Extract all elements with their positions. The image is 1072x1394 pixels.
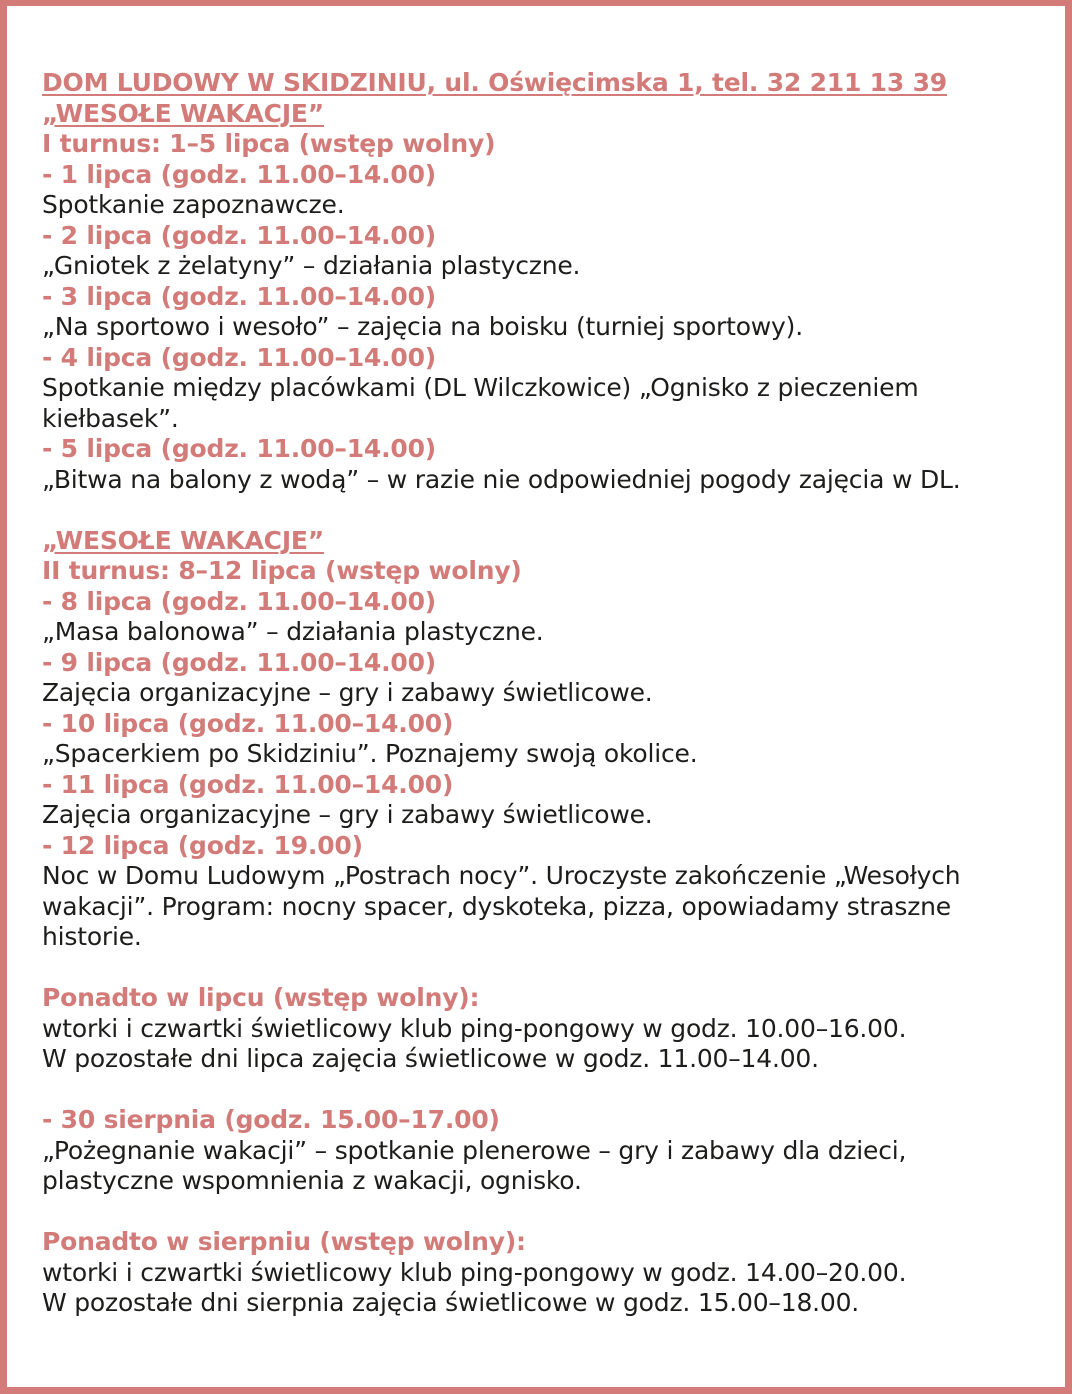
event-date: - 5 lipca (godz. 11.00–14.00) bbox=[42, 434, 437, 463]
event-description: Spotkanie zapoznawcze. bbox=[42, 190, 345, 219]
event-date: - 2 lipca (godz. 11.00–14.00) bbox=[42, 220, 437, 250]
event-description: „Spacerkiem po Skidziniu”. Poznajemy swoją okolice. bbox=[42, 739, 698, 768]
july-extra-line: W pozostałe dni lipca zajęcia świetlicowe w godz. 11.00–14.00. bbox=[42, 1044, 819, 1073]
august-extra-line: W pozostałe dni sierpnia zajęcia świetlicowe w godz. 15.00–18.00. bbox=[42, 1288, 860, 1317]
event-date: - 11 lipca (godz. 11.00–14.00) bbox=[42, 769, 454, 799]
event-date: - 8 lipca (godz. 11.00–14.00) bbox=[42, 586, 437, 616]
event-date: - 12 lipca (godz. 19.00) bbox=[42, 830, 363, 860]
august-extra-line: wtorki i czwartki świetlicowy klub ping-pongowy w godz. 14.00–20.00. bbox=[42, 1257, 907, 1287]
event-description: „Na sportowo i wesoło” – zajęcia na boisku (turniej sportowy). bbox=[42, 312, 803, 341]
event-date: - 3 lipca (godz. 11.00–14.00) bbox=[42, 281, 437, 311]
event-description: „Masa balonowa” – działania plastyczne. bbox=[42, 617, 544, 646]
event-description: Zajęcia organizacyjne – gry i zabawy świetlicowe. bbox=[42, 800, 653, 829]
venue-heading: DOM LUDOWY W SKIDZINIU, ul. Oświęcimska 1, tel. 32 211 13 39 bbox=[42, 68, 947, 97]
event-description: Spotkanie między placówkami (DL Wilczkowice) „Ognisko z pieczeniem kiełbasek”. bbox=[42, 373, 919, 433]
event-date: - 4 lipca (godz. 11.00–14.00) bbox=[42, 342, 437, 372]
july-extra-line: wtorki i czwartki świetlicowy klub ping-pongowy w godz. 10.00–16.00. bbox=[42, 1013, 907, 1043]
august-extra-title: Ponadto w sierpniu (wstęp wolny): bbox=[42, 1227, 526, 1256]
event-date: - 10 lipca (godz. 11.00–14.00) bbox=[42, 708, 454, 738]
event-date: - 9 lipca (godz. 11.00–14.00) bbox=[42, 647, 437, 677]
event-description: Noc w Domu Ludowym „Postrach nocy”. Uroczyste zakończenie „Wesołych wakacji”. Program: nocny spacer, dyskoteka, pizza, opowiadamy straszne historie. bbox=[42, 861, 961, 951]
turnus-1-title: I turnus: 1–5 lipca (wstęp wolny) bbox=[42, 129, 496, 158]
event-date: - 1 lipca (godz. 11.00–14.00) bbox=[42, 159, 437, 189]
event-schedule bbox=[42, 68, 1032, 1319]
august-event-description: „Pożegnanie wakacji” – spotkanie plenerowe – gry i zabawy dla dzieci, plastyczne wspomnienia z wakacji, ognisko. bbox=[42, 1135, 907, 1195]
program-title-2: „WESOŁE WAKACJE” bbox=[42, 525, 325, 555]
event-description: Zajęcia organizacyjne – gry i zabawy świetlicowe. bbox=[42, 678, 653, 707]
turnus-2-title: II turnus: 8–12 lipca (wstęp wolny) bbox=[42, 556, 522, 585]
july-extra-title: Ponadto w lipcu (wstęp wolny): bbox=[42, 983, 480, 1012]
august-event-date: - 30 sierpnia (godz. 15.00–17.00) bbox=[42, 1105, 500, 1134]
program-title-1: „WESOŁE WAKACJE” bbox=[42, 98, 325, 128]
event-description: „Gniotek z żelatyny” – działania plastyczne. bbox=[42, 251, 581, 280]
event-description: „Bitwa na balony z wodą” – w razie nie odpowiedniej pogody zajęcia w DL. bbox=[42, 464, 961, 494]
